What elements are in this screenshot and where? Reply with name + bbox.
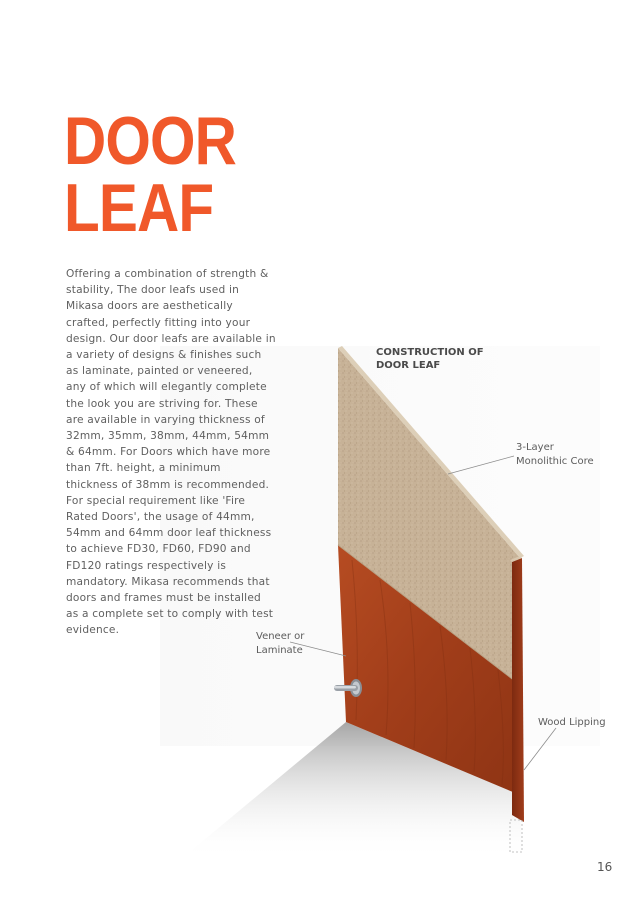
page-number: 16: [597, 860, 613, 874]
veneer-label: [256, 630, 304, 658]
wood-lipping-edge: [512, 558, 524, 822]
lipping-label: [538, 716, 606, 730]
core-label: [516, 441, 594, 469]
veneer-label-line-2: Laminate: [256, 645, 303, 656]
veneer-label-line-1: Veneer or: [256, 631, 305, 642]
core-label-line-1: 3-Layer: [516, 442, 554, 453]
title-line-1: DOOR: [64, 103, 236, 179]
diagram-title: [376, 346, 484, 372]
title-line-2: LEAF: [64, 170, 214, 246]
diagram-title-line-2: DOOR LEAF: [376, 360, 441, 371]
core-label-line-2: Monolithic Core: [516, 456, 594, 467]
diagram-title-line-1: CONSTRUCTION OF: [376, 347, 484, 358]
lipping-label-text: Wood Lipping: [538, 717, 606, 728]
description-paragraph: Offering a combination of strength & stability, The door leafs used in Mikasa doors are aesthetically crafted, perfectly fitting into your design. Our door leafs are available in a variety of designs & finishes such as laminate, painted or veneered, any of which will elegantly complete the look you are striving for. These are available in varying thickness of 32mm, 35mm, 38mm, 44mm, 54mm & 64mm. For Doors which have more than 7ft. height, a minimum thickness of 38mm is recommended. For special requirement like 'Fire Rated Doors', the usage of 44mm, 54mm and 64mm door leaf thickness to achieve FD30, FD60, FD90 and FD120 ratings respectively is mandatory. Mikasa recommends that doors and frames must be installed as a complete set to comply with test evidence.: [66, 268, 276, 637]
